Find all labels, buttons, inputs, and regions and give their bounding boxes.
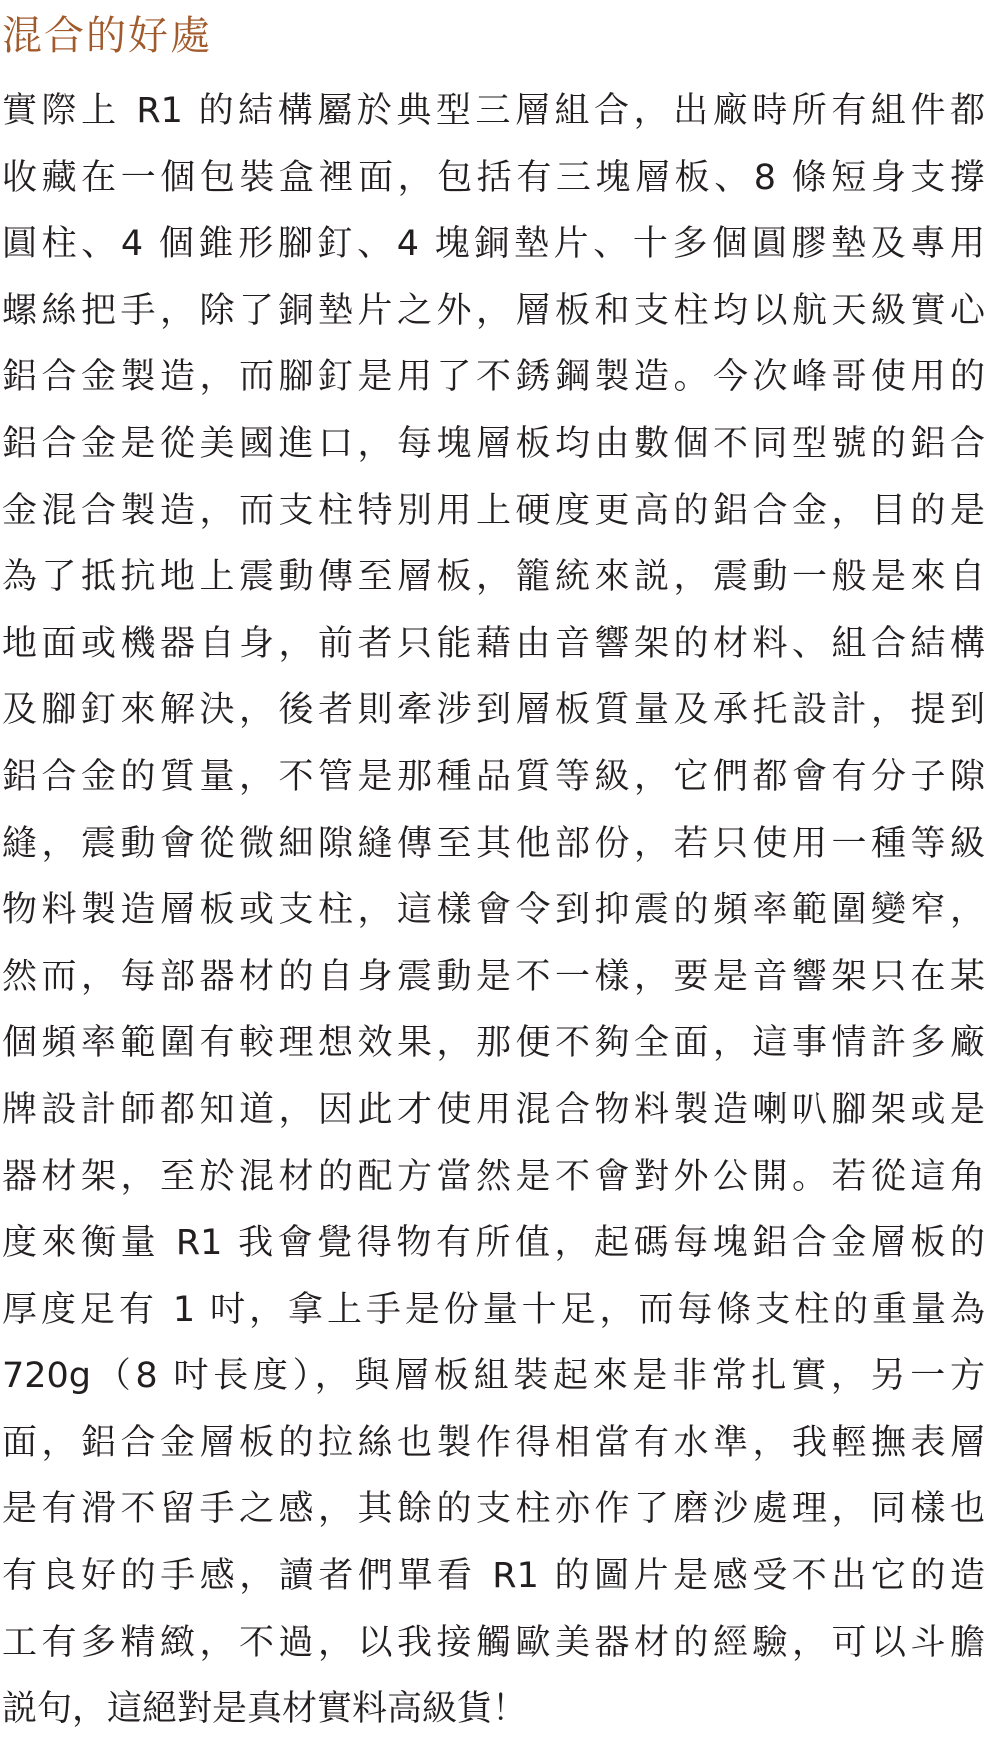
body-text-line: 器材架，至於混材的配方當然是不會對外公開。若從這角 [2,1156,985,1197]
body-text-line: 物料製造層板或支柱，這樣會令到抑震的頻率範圍變窄， [2,890,985,931]
body-text-line: 度來衡量 R1 我會覺得物有所值，起碼每塊鋁合金層板的 [2,1223,985,1264]
body-text-line: 圓柱、4 個錐形腳釘、4 塊銅墊片、十多個圓膠墊及專用 [2,224,985,265]
body-text-line: 然而，每部器材的自身震動是不一樣，要是音響架只在某 [2,956,985,997]
body-text-line: 收藏在一個包裝盒裡面，包括有三塊層板、8 條短身支撐 [2,157,985,198]
body-text-line: 螺絲把手，除了銅墊片之外，層板和支柱均以航天級實心 [2,290,985,331]
article-body [2,78,989,1743]
body-text-line: 金混合製造，而支柱特別用上硬度更高的鋁合金，目的是 [2,490,985,531]
body-text-line: 厚度足有 1 吋，拿上手是份量十足，而每條支柱的重量為 [2,1289,985,1330]
section-heading: 混合的好處 [2,13,212,59]
body-text-line: 鋁合金的質量，不管是那種品質等級，它們都會有分子隙 [2,756,985,797]
body-text-line: 有良好的手感，讀者們單看 R1 的圖片是感受不出它的造 [2,1556,985,1597]
body-text-line: 720g（8 吋長度），與層板組裝起來是非常扎實，另一方 [2,1356,985,1397]
body-text-line: 個頻率範圍有較理想效果，那便不夠全面，這事情許多廠 [2,1023,985,1064]
body-text-line: 面，鋁合金層板的拉絲也製作得相當有水準，我輕撫表層 [2,1422,985,1463]
body-text-line: 牌設計師都知道，因此才使用混合物料製造喇叭腳架或是 [2,1089,985,1130]
body-text-line: 説句，這絕對是真材實料高級貨！ [2,1689,528,1730]
body-text-line: 鋁合金製造，而腳釘是用了不銹鋼製造。今次峰哥使用的 [2,357,985,398]
body-text-line: 地面或機器自身，前者只能藉由音響架的材料、組合結構 [2,623,985,664]
body-text-line: 是有滑不留手之感，其餘的支柱亦作了磨沙處理，同樣也 [2,1489,985,1530]
body-text-line: 實際上 R1 的結構屬於典型三層組合，出廠時所有組件都 [2,91,985,131]
body-text-line: 縫，震動會從微細隙縫傳至其他部份，若只使用一種等級 [2,823,985,864]
body-text-line: 及腳釘來解決，後者則牽涉到層板質量及承托設計，提到 [2,690,985,731]
body-text-line: 鋁合金是從美國進口，每塊層板均由數個不同型號的鋁合 [2,423,985,464]
body-text-line: 工有多精緻，不過，以我接觸歐美器材的經驗，可以斗膽 [2,1622,985,1663]
body-text-line: 為了抵抗地上震動傳至層板，籠統來説，震動一般是來自 [2,557,985,598]
